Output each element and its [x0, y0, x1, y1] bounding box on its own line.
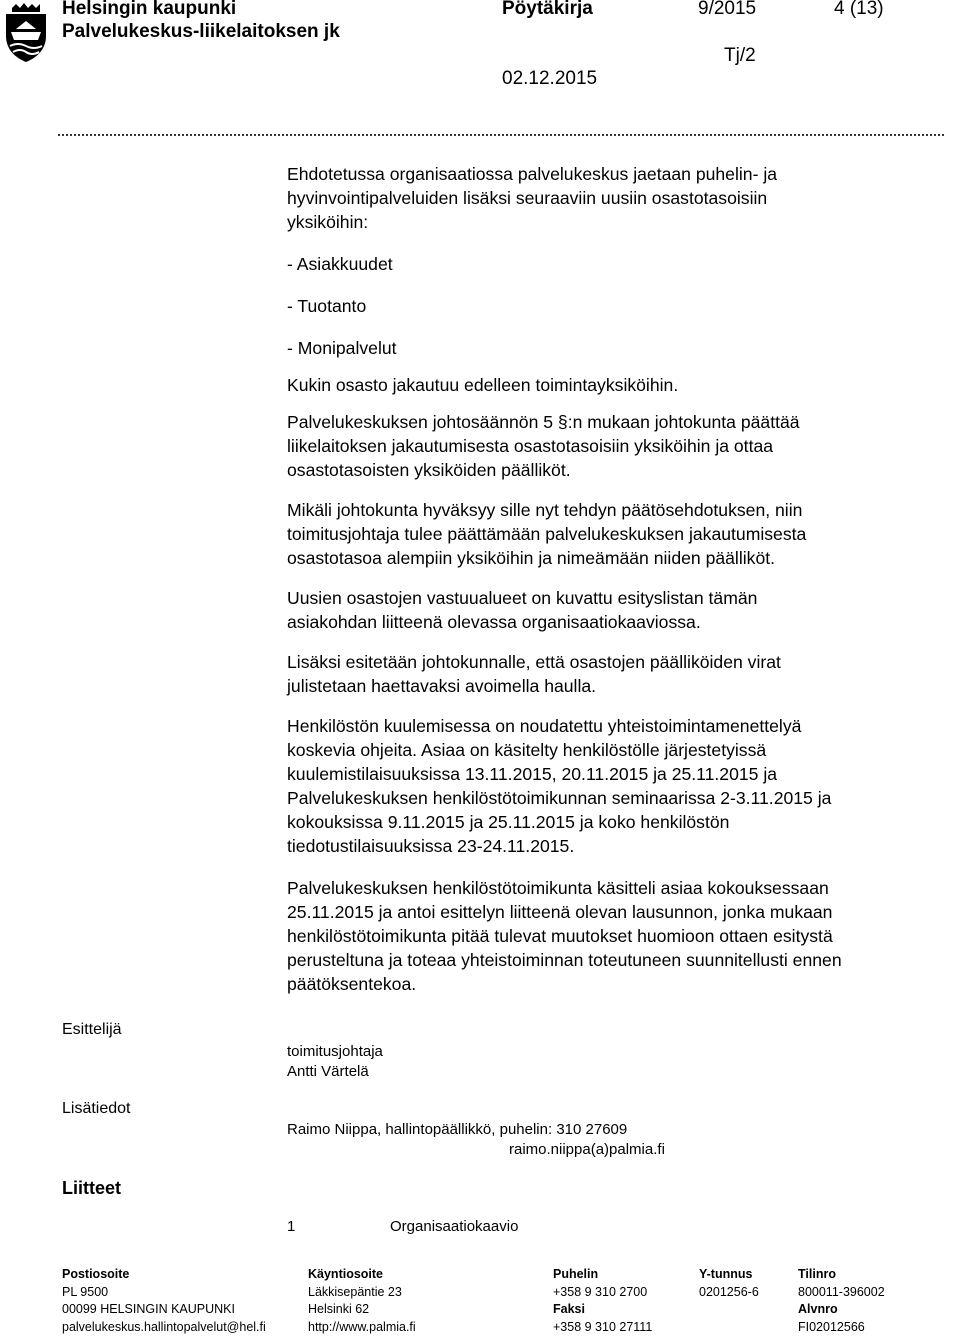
text-line: 25.11.2015 ja antoi esittelyn liitteenä olevan lausunnon, jonka mukaan — [287, 900, 927, 924]
footer-website[interactable]: http://www.palmia.fi — [308, 1319, 416, 1336]
doc-type: Pöytäkirja — [502, 0, 593, 20]
text-line: Palvelukeskuksen henkilöstötoimikunta käsitteli asiaa kokouksessaan — [287, 876, 927, 900]
text-line: Kukin osasto jakautuu edelleen toimintayksiköihin. — [287, 373, 927, 397]
meeting-date: 02.12.2015 — [502, 68, 597, 90]
text-line: liikelaitoksen jakautumisesta osastotasoisiin yksiköihin ja ottaa — [287, 434, 927, 458]
text-line: Henkilöstön kuulemisessa on noudatettu yhteistoimintamenettelyä — [287, 714, 927, 738]
info-email: raimo.niippa(a)palmia.fi — [509, 1141, 665, 1158]
text-line: hyvinvointipalveluiden lisäksi seuraaviin uusiin osastotasoisiin — [287, 186, 927, 210]
footer-line: 0201256-6 — [699, 1284, 759, 1302]
text-line: kuulemistilaisuuksissa 13.11.2015, 20.11.2015 ja 25.11.2015 ja — [287, 762, 927, 786]
list-item: - Asiakkuudet — [287, 252, 927, 276]
footer-account — [798, 1266, 885, 1336]
footer-phone — [553, 1266, 652, 1336]
info-contact: Raimo Niippa, hallintopäällikkö, puhelin: 310 27609 — [287, 1121, 627, 1138]
text-line: henkilöstötoimikunta pitää tulevat muutokset huomioon ottaen esitystä — [287, 924, 927, 948]
presenter-title: toimitusjohtaja — [287, 1043, 383, 1060]
unit-name: Palvelukeskus-liikelaitoksen jk — [62, 21, 340, 43]
footer-business-id — [699, 1266, 759, 1301]
org-name: Helsingin kaupunki — [62, 0, 236, 20]
text-line: kokouksissa 9.11.2015 ja 25.11.2015 ja koko henkilöstön — [287, 810, 927, 834]
attachment-number: 1 — [287, 1218, 295, 1235]
footer-heading: Tilinro — [798, 1266, 885, 1284]
text-line: Mikäli johtokunta hyväksyy sille nyt tehdyn päätösehdotuksen, niin — [287, 498, 927, 522]
footer-email[interactable]: palvelukeskus.hallintopalvelut@hel.fi — [62, 1319, 266, 1336]
text-line: osastotasoisten yksiköiden päälliköt. — [287, 458, 927, 482]
text-line: tiedotustilaisuuksissa 23-24.11.2015. — [287, 834, 927, 858]
text-line: Ehdotetussa organisaatiossa palvelukeskus jaetaan puhelin- ja — [287, 162, 927, 186]
page-number: 4 (13) — [834, 0, 884, 20]
footer-postal — [62, 1266, 266, 1336]
footer-heading: Puhelin — [553, 1266, 652, 1284]
doc-number: 9/2015 — [698, 0, 756, 20]
attachment-title[interactable]: Organisaatiokaavio — [390, 1218, 518, 1235]
footer-visit — [308, 1266, 416, 1336]
footer-heading: Postiosoite — [62, 1266, 266, 1284]
helsinki-crest-logo — [2, 2, 50, 64]
main-text — [287, 162, 927, 996]
text-line: Lisäksi esitetään johtokunnalle, että osastojen päälliköiden virat — [287, 650, 927, 674]
section-code: Tj/2 — [724, 45, 756, 67]
text-line: toimitusjohtaja tulee päättämään palvelukeskuksen jakautumisesta — [287, 522, 927, 546]
footer-line: 800011-396002 — [798, 1284, 885, 1302]
footer-heading: Y-tunnus — [699, 1266, 759, 1284]
text-line: perusteltuna ja toteaa yhteistoiminnan toteutuneen suunnitellusti ennen — [287, 948, 927, 972]
text-line: yksiköihin: — [287, 210, 927, 234]
text-line: julistetaan haettavaksi avoimella haulla. — [287, 674, 927, 698]
footer-heading: Alvnro — [798, 1301, 885, 1319]
footer-line: FI02012566 — [798, 1319, 885, 1336]
footer-line: +358 9 310 2700 — [553, 1284, 652, 1302]
attachments-label: Liitteet — [62, 1178, 121, 1199]
text-line: Uusien osastojen vastuualueet on kuvattu esityslistan tämän — [287, 586, 927, 610]
footer-heading: Käyntiosoite — [308, 1266, 416, 1284]
text-line: koskevia ohjeita. Asiaa on käsitelty henkilöstölle järjestetyissä — [287, 738, 927, 762]
footer-line: +358 9 310 27111 — [553, 1319, 652, 1336]
text-line: päätöksentekoa. — [287, 972, 927, 996]
header-divider — [58, 134, 944, 136]
footer-line: PL 9500 — [62, 1284, 266, 1302]
text-line: Palvelukeskuksen henkilöstötoimikunnan seminaarissa 2-3.11.2015 ja — [287, 786, 927, 810]
info-label: Lisätiedot — [62, 1100, 131, 1118]
presenter-name: Antti Värtelä — [287, 1063, 369, 1080]
list-item: - Tuotanto — [287, 294, 927, 318]
text-line: osastotasoa alempiin yksiköihin ja nimeämään niiden päälliköt. — [287, 546, 927, 570]
list-item: - Monipalvelut — [287, 336, 927, 360]
text-line: asiakohdan liitteenä olevassa organisaatiokaaviossa. — [287, 610, 927, 634]
footer-line: 00099 HELSINGIN KAUPUNKI — [62, 1301, 266, 1319]
presenter-label: Esittelijä — [62, 1021, 122, 1039]
footer-line: Läkkisepäntie 23 — [308, 1284, 416, 1302]
footer-heading: Faksi — [553, 1301, 652, 1319]
footer-line: Helsinki 62 — [308, 1301, 416, 1319]
text-line: Palvelukeskuksen johtosäännön 5 §:n mukaan johtokunta päättää — [287, 410, 927, 434]
